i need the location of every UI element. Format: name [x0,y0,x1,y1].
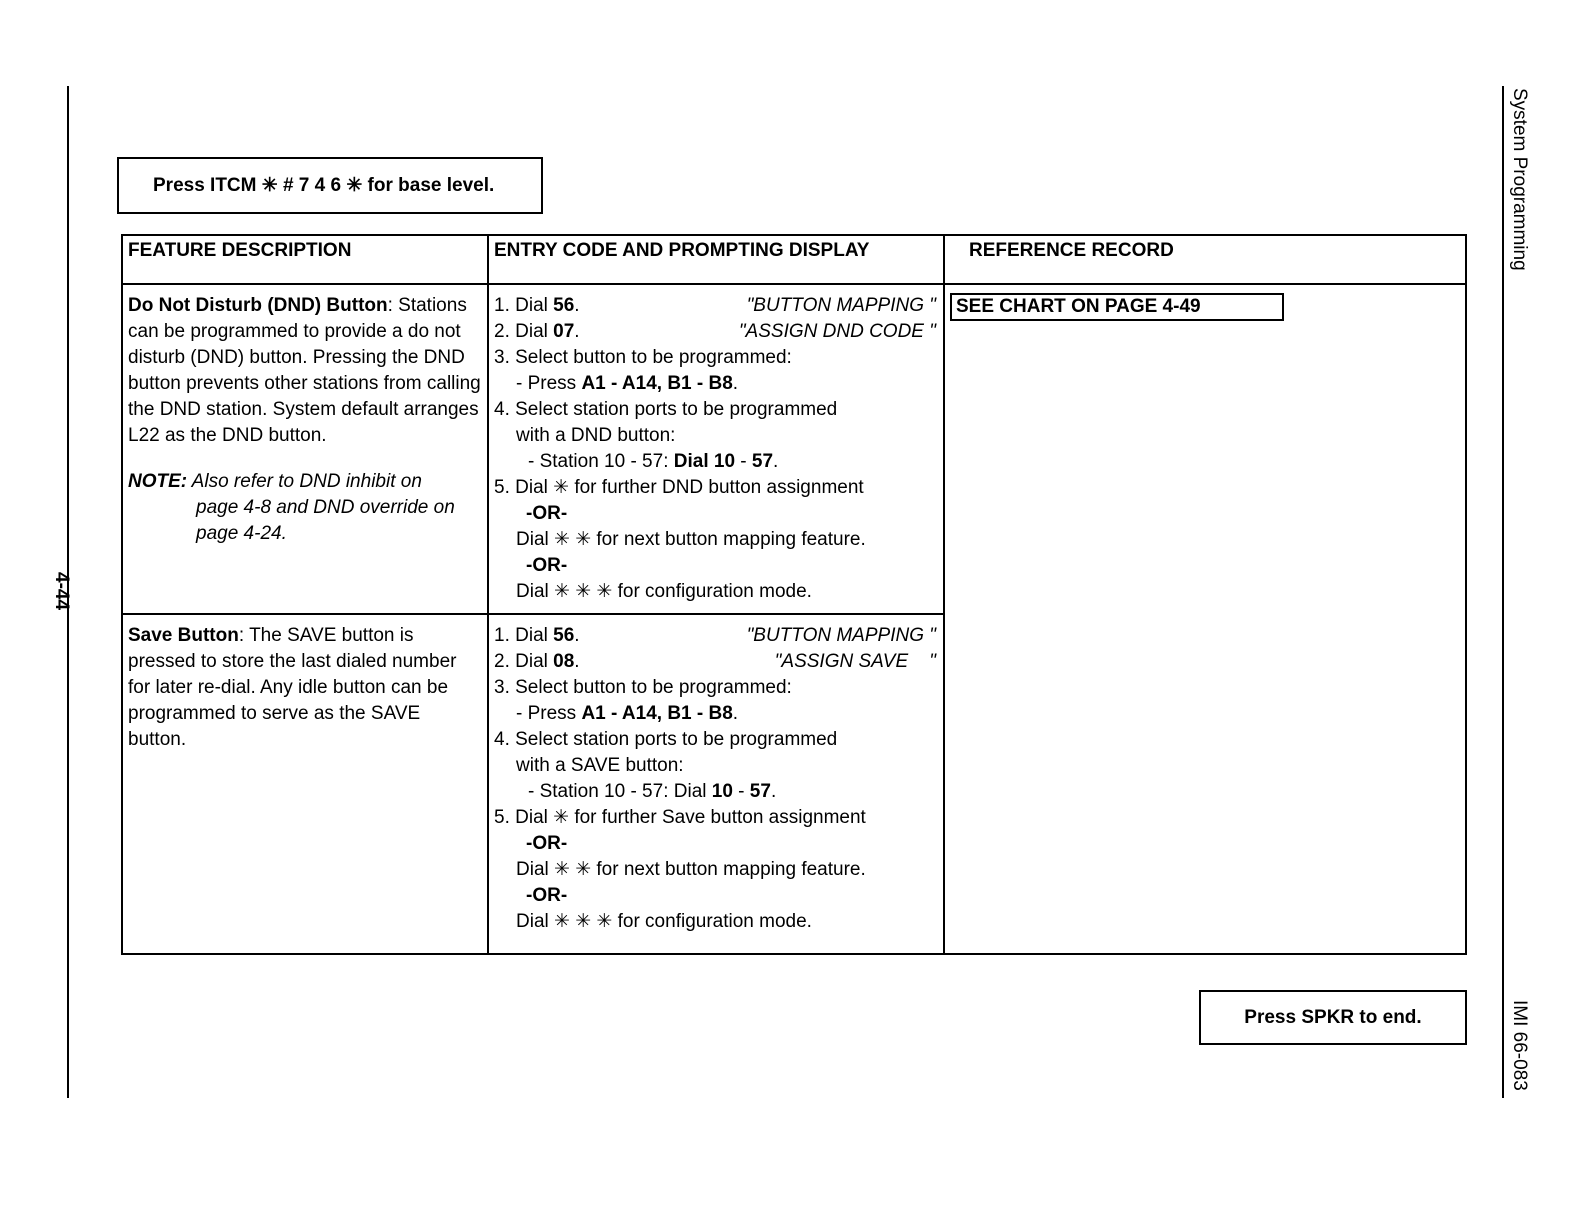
feature-title: Save Button [128,625,239,646]
step-5-alt-1: Dial ✳ ✳ for next button mapping feature. [516,859,866,880]
step-5-alt-2: Dial ✳ ✳ ✳ for configuration mode. [516,581,812,602]
step-4-detail: - Station 10 - 57: Dial 10 - 57. [528,781,777,802]
doc-id: IMI 66-083 [1509,1000,1530,1091]
entry-code-cell [488,614,944,954]
feature-description-cell [122,614,488,954]
header-feature-description: FEATURE DESCRIPTION [122,235,488,284]
step-4-detail: - Station 10 - 57: Dial 10 - 57. [528,451,779,472]
step-4-cont: with a DND button: [516,425,676,446]
end-instruction-box [1199,990,1467,1045]
header-reference-record: REFERENCE RECORD [944,235,1466,284]
step-3-detail: - Press A1 - A14, B1 - B8. [516,373,739,394]
step-5: 5. Dial ✳ for further DND button assignment [494,477,864,498]
feature-title: Do Not Disturb (DND) Button [128,295,388,316]
page-number: 4-44 [51,572,72,611]
or-separator: -OR- [526,555,568,576]
right-margin-rule [1502,86,1504,1098]
or-separator: -OR- [526,885,568,906]
step-2: 2. Dial 07. "ASSIGN DND CODE " [494,319,938,345]
step-1: 1. Dial 56. "BUTTON MAPPING " [494,293,938,319]
programming-table [121,234,1467,955]
step-5-alt-2: Dial ✳ ✳ ✳ for configuration mode. [516,911,812,932]
prompt-display: "BUTTON MAPPING " [746,295,936,316]
step-3: 3. Select button to be programmed: [494,677,792,698]
step-5-alt-1: Dial ✳ ✳ for next button mapping feature. [516,529,866,550]
end-instruction: Press SPKR to end. [1244,1006,1422,1028]
base-level-instruction: Press ITCM ✳ # 7 4 6 ✳ for base level. [153,175,495,196]
or-separator: -OR- [526,833,568,854]
base-level-instruction-box [117,157,543,214]
table-row [122,284,1466,614]
feature-description-text: Save Button: The SAVE button is pressed to store the last dialed number for later re-dial. Any idle button can be programmed to serve as the SAVE button. [128,625,457,750]
step-4: 4. Select station ports to be programmed [494,399,838,420]
step-3-detail: - Press A1 - A14, B1 - B8. [516,703,739,724]
prompt-display: "BUTTON MAPPING " [746,625,936,646]
header-entry-code: ENTRY CODE AND PROMPTING DISPLAY [488,235,944,284]
prompt-display: "ASSIGN DND CODE " [738,321,936,342]
table-header-row [122,235,1466,284]
feature-description-cell [122,284,488,614]
step-5: 5. Dial ✳ for further Save button assignment [494,807,866,828]
entry-code-cell [488,284,944,614]
step-4: 4. Select station ports to be programmed [494,729,838,750]
side-header: System Programming [1509,88,1530,271]
step-1: 1. Dial 56. "BUTTON MAPPING " [494,623,938,649]
step-2: 2. Dial 08. "ASSIGN SAVE " [494,649,938,675]
step-4-cont: with a SAVE button: [516,755,684,776]
step-3: 3. Select button to be programmed: [494,347,792,368]
feature-note: NOTE: Also refer to DND inhibit on page 4-8 and DND override on page 4-24. [128,471,455,544]
reference-record-cell [944,284,1466,954]
reference-chart-link: SEE CHART ON PAGE 4-49 [950,293,1284,321]
feature-description-text: Do Not Disturb (DND) Button: Stations can be programmed to provide a do not disturb (DND) button. Pressing the DND button prevents other stations from calling the DND station. System default arranges L22 as the DND button. [128,295,481,446]
prompt-display: "ASSIGN SAVE " [774,651,936,672]
or-separator: -OR- [526,503,568,524]
